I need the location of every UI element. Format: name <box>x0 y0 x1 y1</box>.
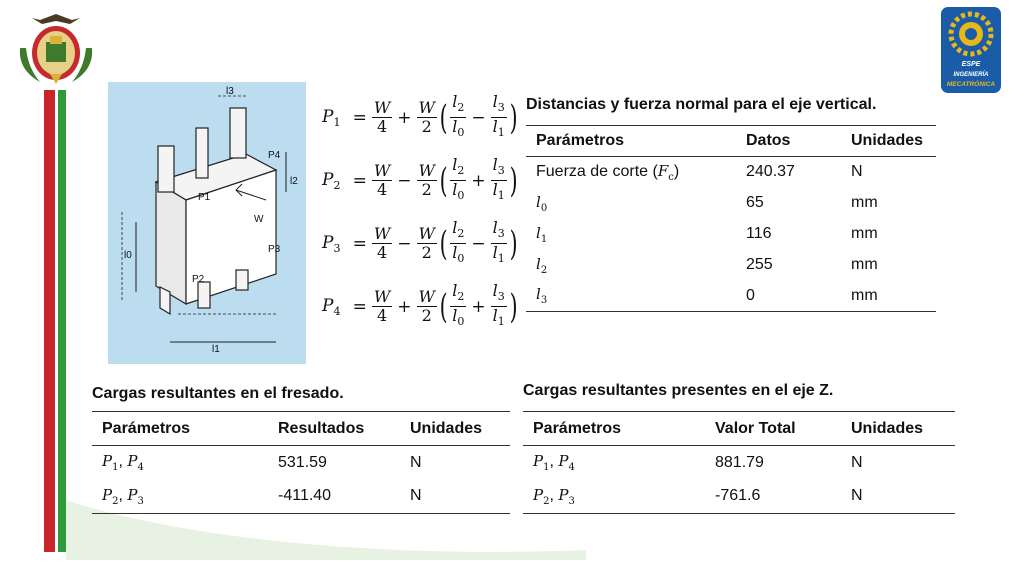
value-cell: -411.40 <box>268 480 400 514</box>
column-header: Resultados <box>268 412 400 446</box>
table-row <box>526 188 936 219</box>
table-row <box>523 446 955 480</box>
value-cell: 255 <box>746 256 773 273</box>
param-cell: $P_1$, $P_4$ <box>533 452 575 474</box>
svg-text:l2: l2 <box>290 176 298 187</box>
param-cell: $P_2$, $P_3$ <box>523 480 705 514</box>
unit-cell: mm <box>851 256 878 273</box>
unit-cell: N <box>851 163 863 181</box>
unit-cell: mm <box>851 194 878 211</box>
table-vertical <box>526 125 936 312</box>
svg-text:W: W <box>254 214 264 225</box>
value-cell: 240.37 <box>746 163 795 181</box>
unit-cell: N <box>841 480 955 514</box>
machine-slide-diagram <box>108 82 306 364</box>
column-header: Unidades <box>841 412 955 446</box>
column-header: Parámetros <box>526 126 736 157</box>
value-cell: -761.6 <box>705 480 841 514</box>
svg-text:P2: P2 <box>192 274 205 285</box>
table-row <box>526 281 936 312</box>
column-header: Valor Total <box>705 412 841 446</box>
param-cell: $P_1$, $P_4$ <box>102 452 144 474</box>
table-ejez <box>523 411 955 514</box>
load-equations <box>322 86 518 338</box>
svg-text:INGENIERÍA: INGENIERÍA <box>953 72 989 78</box>
value-cell: 881.79 <box>715 453 764 471</box>
unit-cell: N <box>851 453 863 471</box>
value-cell: 0 <box>736 281 841 312</box>
espe-mecatronica-logo <box>940 6 1002 94</box>
svg-text:l1: l1 <box>212 344 220 355</box>
param-cell: $l_2$ <box>536 254 548 276</box>
table-row <box>526 250 936 281</box>
table-ejez-title: Cargas resultantes presentes en el eje Z. <box>523 382 834 399</box>
param-cell: $l_3$ <box>526 281 736 312</box>
table-row <box>523 480 955 514</box>
table-row <box>526 219 936 250</box>
green-stripe <box>58 90 66 552</box>
svg-text:l0: l0 <box>124 250 132 261</box>
svg-text:P3: P3 <box>268 244 281 255</box>
svg-text:ESPE: ESPE <box>961 61 981 68</box>
table-row <box>92 480 510 514</box>
column-header: Unidades <box>841 126 936 157</box>
university-crest-logo <box>10 8 102 88</box>
table-row <box>92 446 510 480</box>
svg-text:MECATRÓNICA: MECATRÓNICA <box>946 81 996 88</box>
svg-text:P1: P1 <box>198 192 211 203</box>
svg-text:l3: l3 <box>226 86 234 97</box>
equation-p1: $P_1$ = $\frac{W}{4}$ + $\frac{W}{2}$ ( $\frac{l_2}{l_0}$ − $\frac{l_3}{l_1}$ ) <box>322 92 518 139</box>
unit-cell: N <box>410 453 422 471</box>
column-header: Parámetros <box>523 412 705 446</box>
equation-p3: $P_3$ = $\frac{W}{4}$ − $\frac{W}{2}$ ( $\frac{l_2}{l_0}$ − $\frac{l_3}{l_1}$ ) <box>322 218 518 265</box>
param-cell: $l_1$ <box>536 223 548 245</box>
svg-text:P4: P4 <box>268 150 281 161</box>
value-cell: 116 <box>746 225 772 242</box>
table-row <box>526 157 936 188</box>
unit-cell: N <box>400 480 510 514</box>
unit-cell: mm <box>841 281 936 312</box>
param-cell: Fuerza de corte $(F_c)$ <box>536 161 680 183</box>
equation-p4: $P_4$ = $\frac{W}{4}$ + $\frac{W}{2}$ ( $\frac{l_2}{l_0}$ + $\frac{l_3}{l_1}$ ) <box>322 281 518 328</box>
table-fresado <box>92 411 510 514</box>
table-vertical-title: Distancias y fuerza normal para el eje vertical. <box>526 96 877 113</box>
value-cell: 531.59 <box>278 453 327 471</box>
column-header: Parámetros <box>92 412 268 446</box>
param-cell: $P_2$, $P_3$ <box>92 480 268 514</box>
table-fresado-title: Cargas resultantes en el fresado. <box>92 385 344 402</box>
param-cell: $l_0$ <box>536 192 548 214</box>
column-header: Unidades <box>400 412 510 446</box>
column-header: Datos <box>736 126 841 157</box>
equation-p2: $P_2$ = $\frac{W}{4}$ − $\frac{W}{2}$ ( $\frac{l_2}{l_0}$ + $\frac{l_3}{l_1}$ ) <box>322 155 518 202</box>
value-cell: 65 <box>746 194 764 211</box>
red-stripe <box>44 90 55 552</box>
unit-cell: mm <box>851 225 878 242</box>
